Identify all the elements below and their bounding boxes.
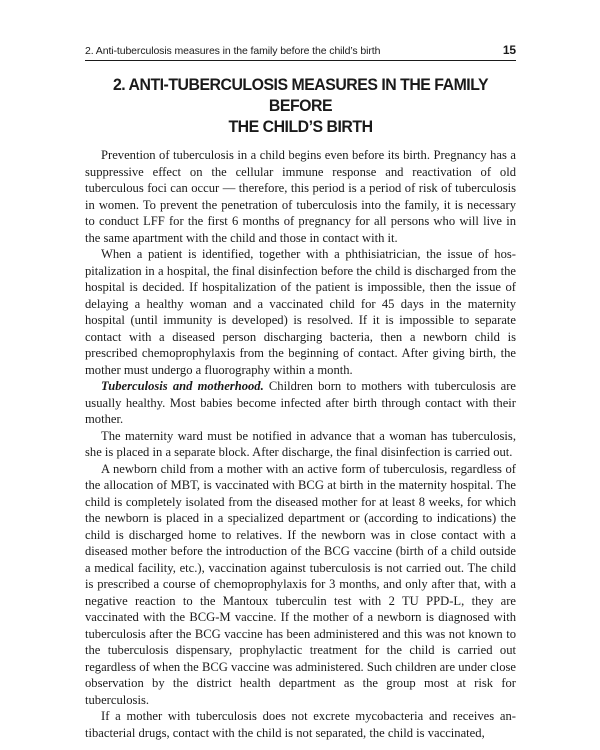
paragraph-maternity-ward: The maternity ward must be notified in advance that a woman has tuberculosis, she is placed in a separate block. After discharge, the final disinfection is carried out. bbox=[85, 428, 516, 459]
paragraph-prevention: Prevention of tuberculosis in a child begins even before its birth. Pregnancy has a suppressive effect on the cellular immune response and reactivation of old tuberculous foci can occur — therefore, this period is a period of risk of tuberculosis in women. To prevent the penetration of tuberculosis into the family, it is necessary to conduct LFF for the first 6 months of pregnancy for all persons who will live in the same apartment with the child and those in contact with it. bbox=[85, 148, 516, 245]
paragraph-mother-no-excretion: If a mother with tuberculosis does not excrete mycobacteria and receives antibacterial drugs, contact with the child is not separated, the child is vaccinated, bbox=[85, 709, 516, 740]
running-title: 2. Anti-tuberculosis measures in the family before the child’s birth bbox=[85, 45, 381, 57]
chapter-title-line-1: 2. ANTI-TUBERCULOSIS MEASURES IN THE FAMILY BEFORE bbox=[112, 76, 489, 115]
paragraph-newborn: A newborn child from a mother with an active form of tuberculosis, regardless of the allocation of MBT, is vaccinated with BCG at birth in the maternity hospital. The child is completely isolated from the diseased mother for at least 8 weeks, for which the newborn is placed in a specialized department or (according to indications) the child is discharged home to relatives. If the newborn was in close contact with a diseased mother before the introduction of the BCG vaccine (birth of a child outside a medical facility, etc.), vaccination against tuberculosis is not carried out. The child is prescribed a course of chemoprophylaxis for 3 months, and only after that, with a negative reaction to the Mantoux tuberculin test with 2 TU PPD-L, they are vaccinated with the BCG-M vaccine. If the mother of a newborn is diagnosed with tuberculosis after the BCG vaccine has been administered and this was not known to the tuberculosis dispensary, prophylactic treatment for the child is carried out regardless of when the BCG vaccine was administered. Such children are under close observation by the district health department as the group most at risk for tuberculosis. bbox=[85, 461, 516, 707]
paragraph-motherhood bbox=[85, 378, 516, 428]
body-text bbox=[85, 147, 516, 741]
chapter-title bbox=[94, 75, 508, 138]
paragraph-lead-heading: Tuberculosis and motherhood. bbox=[101, 379, 264, 393]
paragraph-patient-identified: When a patient is identified, together with a phthisiatrician, the issue of hospitalization in a hospital, the final disinfection before the child is discharged from the hospital is decided. If hospitalization of the patient is impossible, then the issue of delaying a healthy woman and a vaccinated child for 45 days in the maternity hospital (until immunity is developed) is resolved. If it is impossible to separate contact with a diseased person discharging bacteria, then a newborn child is prescribed chemoprophylaxis from the beginning of contact. After giving birth, the mother must undergo a fluorography within a month. bbox=[85, 247, 516, 377]
paragraph-motherhood-text: Children born to mothers with tuberculosis are usually healthy. Most babies become infected after birth through contact with their mother. bbox=[85, 379, 516, 426]
chapter-title-line-2: THE CHILD’S BIRTH bbox=[228, 118, 373, 136]
running-header bbox=[85, 40, 516, 61]
page-number: 15 bbox=[502, 43, 516, 57]
book-page bbox=[85, 40, 516, 741]
